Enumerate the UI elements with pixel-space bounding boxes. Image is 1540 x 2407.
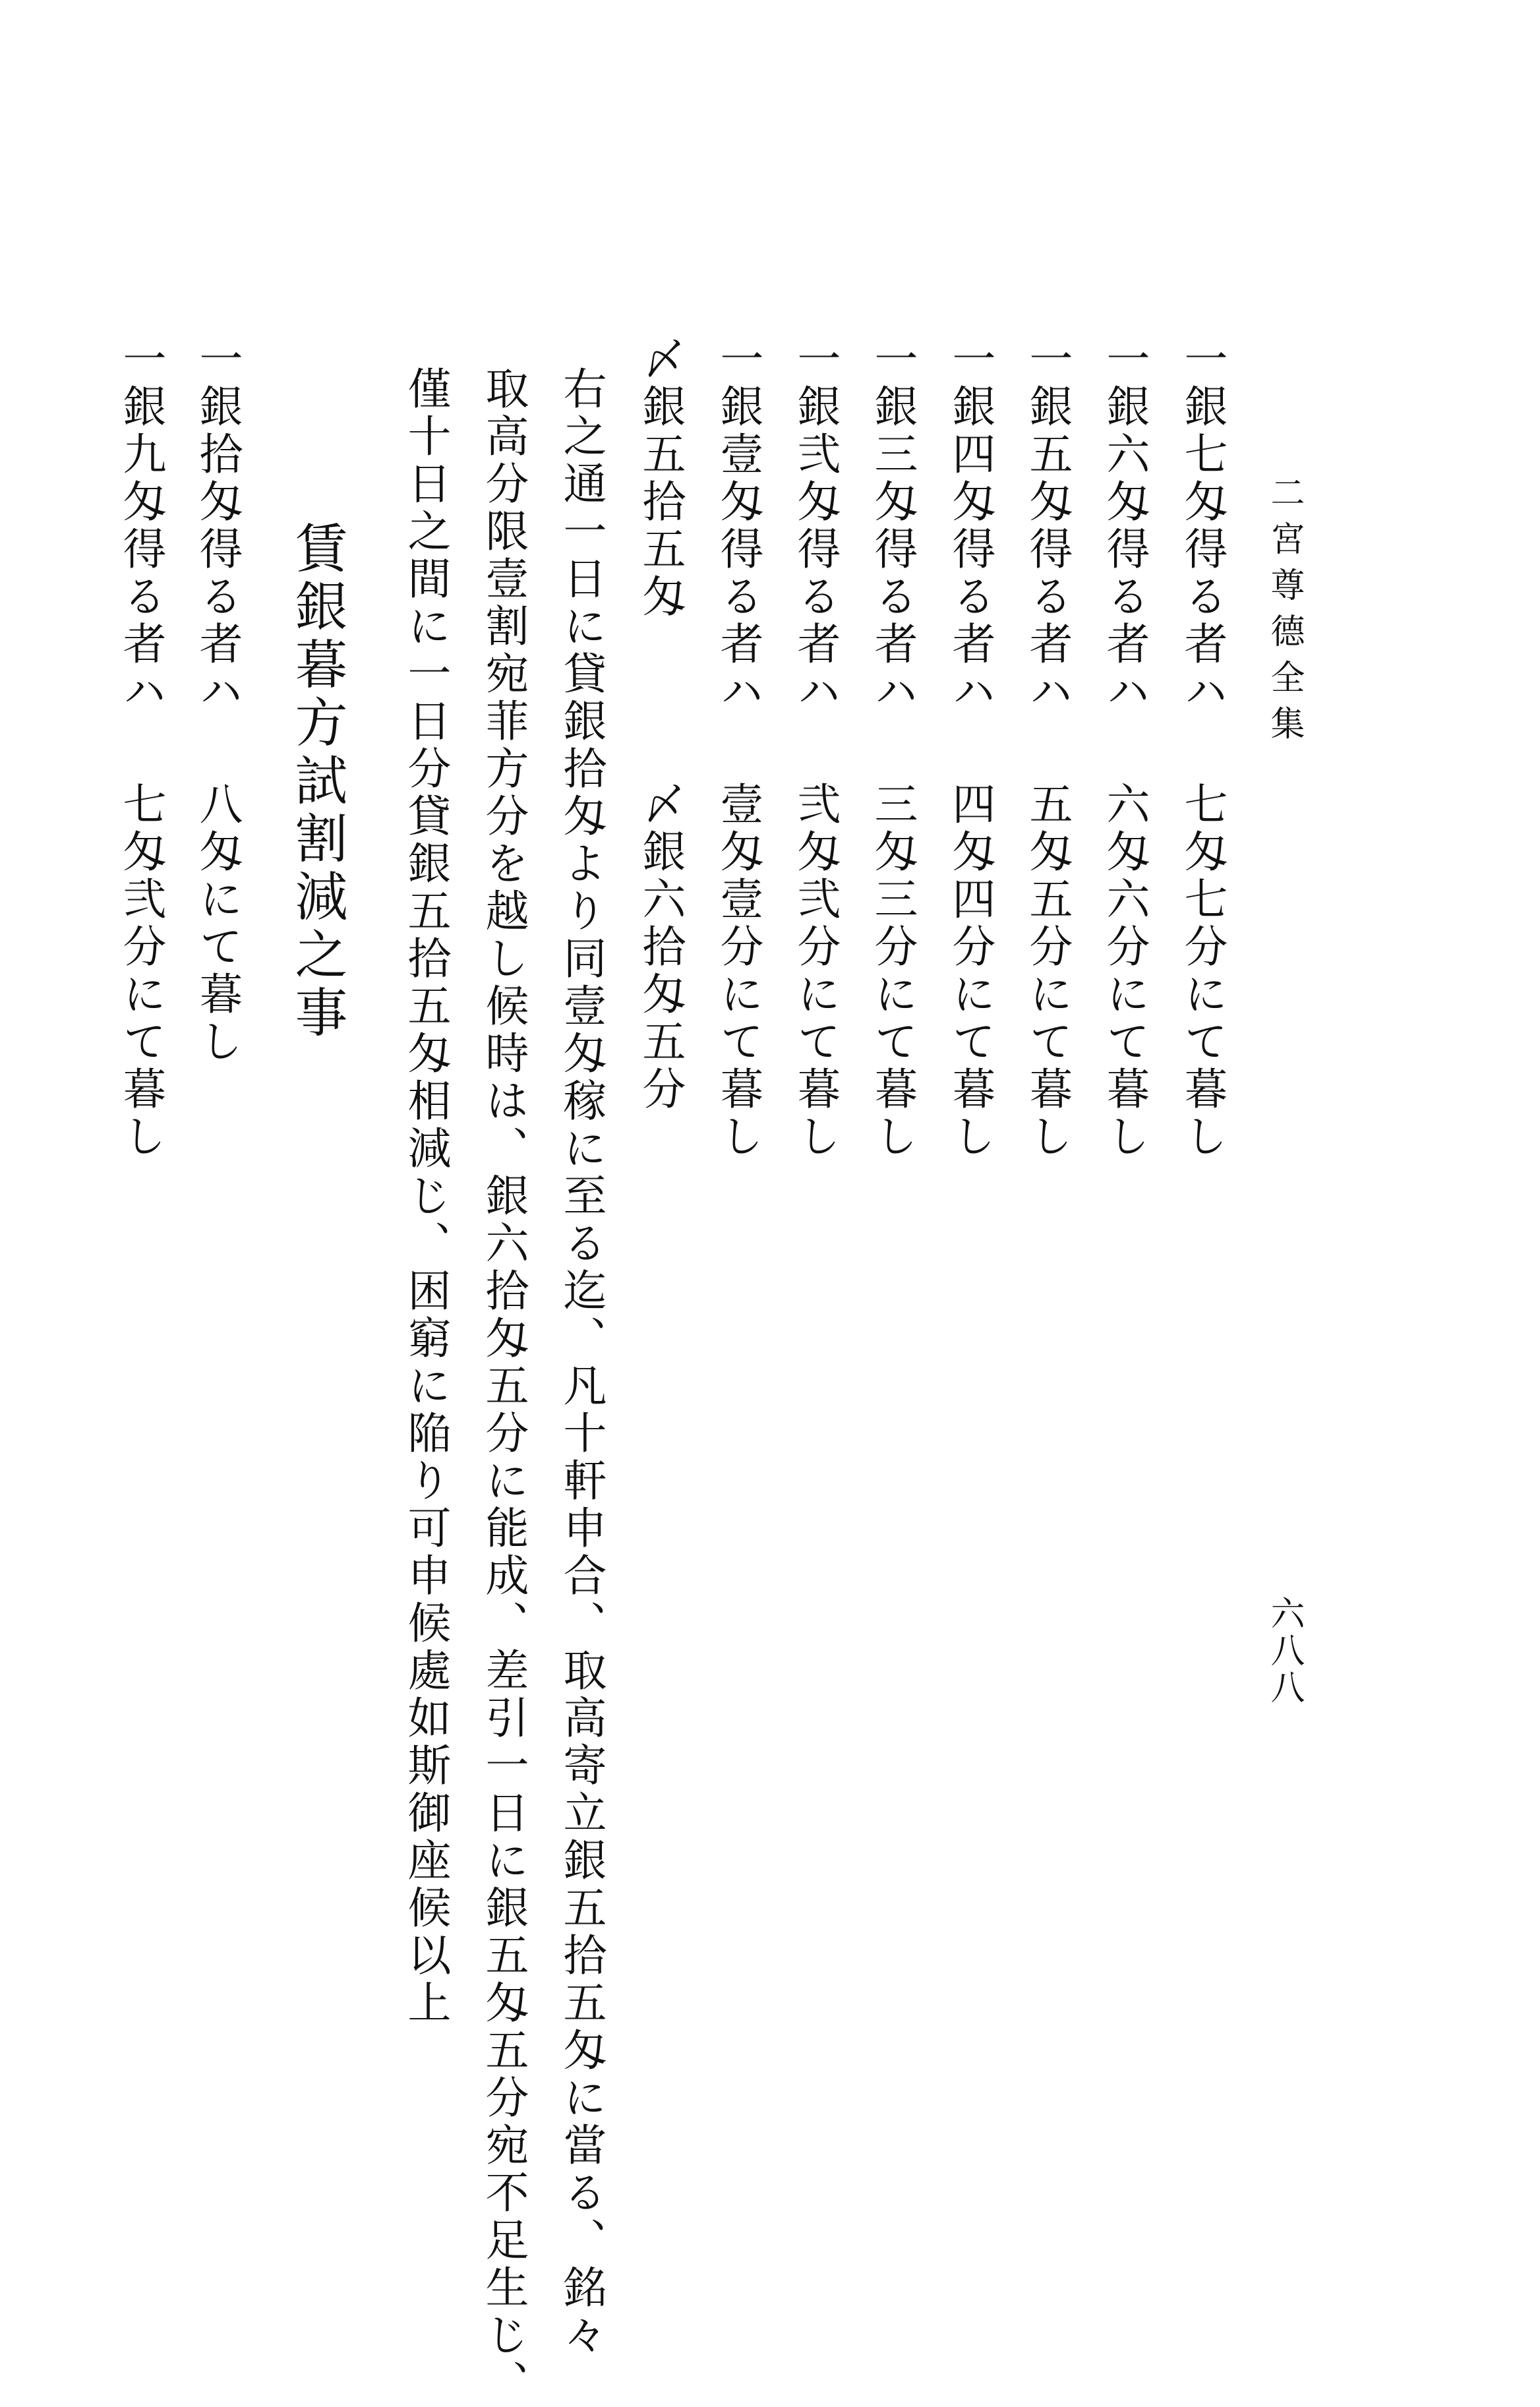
paragraph-line: 取高分限壹割宛菲方分を越し候時は、銀六拾匁五分に能成、差引一日に銀五匁五分宛不足生じ、	[478, 366, 529, 2407]
paragraph-line: 右之通一日に貸銀拾匁より同壹匁稼に至る迄、凡十軒申合、取高寄立銀五拾五匁に當る、銘々	[556, 366, 607, 2360]
row-result: 壹匁壹分にて暮し	[713, 781, 763, 1161]
book-title: 二宮尊德全集	[1264, 475, 1304, 752]
row-result: 弐匁弐分にて暮し	[790, 781, 841, 1161]
row-result: 五匁五分にて暮し	[1022, 781, 1073, 1161]
row-result: 六匁六分にて暮し	[1099, 781, 1150, 1161]
row-item: 一銀四匁得る者ハ	[945, 336, 995, 716]
row-item: 一銀七匁得る者ハ	[1177, 336, 1228, 716]
row-result: 七匁弐分にて暮し	[115, 781, 166, 1161]
row-item: 一銀拾匁得る者ハ	[192, 336, 243, 716]
row-item: 一銀六匁得る者ハ	[1099, 336, 1150, 716]
row-result: 八匁にて暮し	[192, 781, 243, 1066]
row-item: 一銀五匁得る者ハ	[1022, 336, 1073, 716]
row-item: 一銀九匁得る者ハ	[115, 336, 166, 716]
page-number: 六八八	[1264, 1595, 1304, 1706]
row-result: 四匁四分にて暮し	[945, 781, 995, 1161]
paragraph-line: 僅十日之間に一日分貸銀五拾五匁相減じ、困窮に陥り可申候處如斯御座候以上	[400, 366, 451, 2027]
row-item: 一銀三匁得る者ハ	[867, 336, 918, 716]
total-left: 〆銀五拾五匁	[635, 336, 686, 621]
total-right: 〆銀六拾匁五分	[635, 781, 686, 1114]
row-item: 一銀弐匁得る者ハ	[790, 336, 841, 716]
row-result: 三匁三分にて暮し	[867, 781, 918, 1161]
section-heading: 賃銀暮方試割減之事	[286, 521, 347, 1043]
row-result: 七匁七分にて暮し	[1177, 781, 1228, 1161]
row-item: 一銀壹匁得る者ハ	[713, 336, 763, 716]
